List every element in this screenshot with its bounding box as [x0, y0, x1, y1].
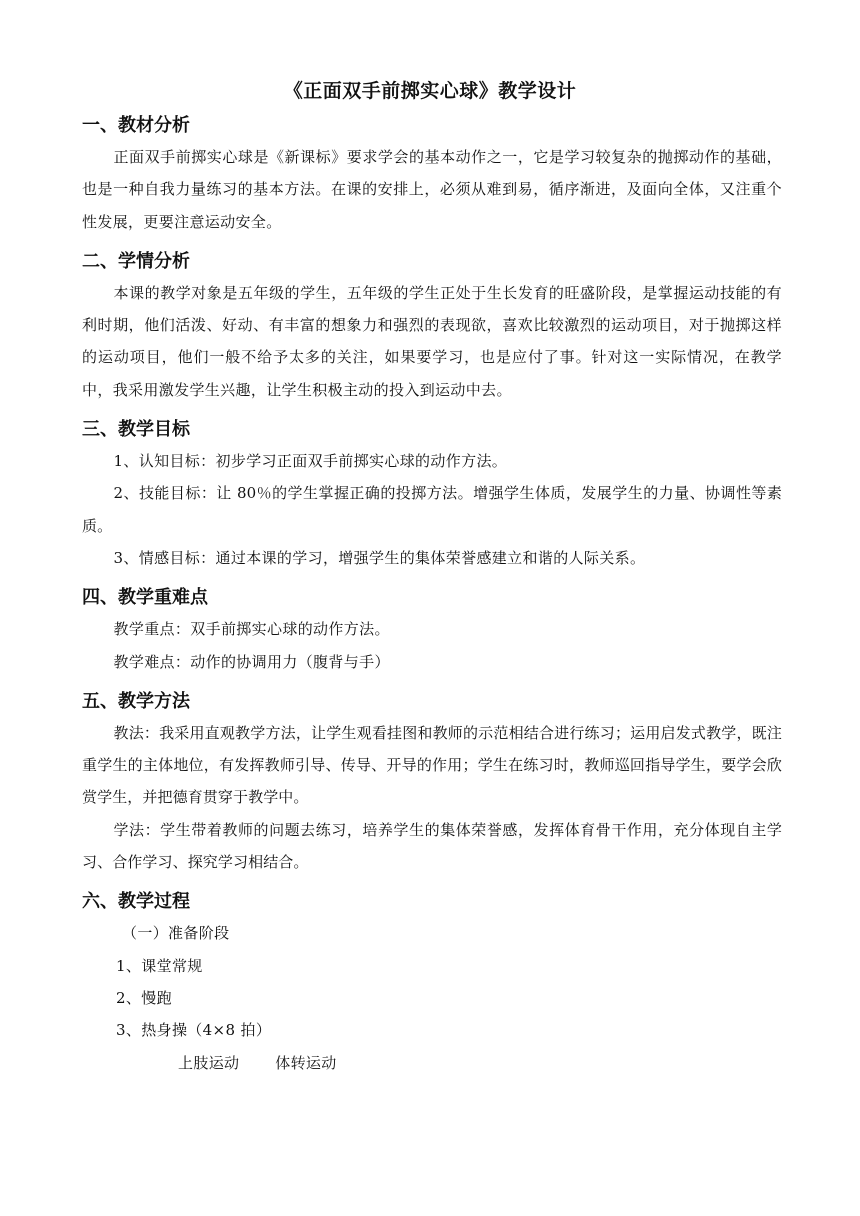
objective-cognitive: 1、认知目标：初步学习正面双手前掷实心球的动作方法。: [113, 452, 508, 471]
learning-method-paragraph: 学法：学生带着教师的问题去练习，培养学生的集体荣誉感，发挥体育骨干作用，充分体现自主学习、合作学习、探究学习相结合。: [82, 820, 782, 872]
stage-heading: （一）准备阶段: [122, 924, 230, 943]
section-heading-student-analysis: 二、学情分析: [82, 250, 190, 272]
section-heading-methods: 五、教学方法: [82, 690, 190, 712]
section-heading-process: 六、教学过程: [82, 891, 190, 913]
section-heading-materials: 一、教材分析: [82, 115, 190, 136]
process-item-warmup: 3、热身操（4×8 拍）: [116, 1021, 272, 1040]
section-heading-key-points: 四、教学重难点: [82, 587, 208, 609]
teaching-method-paragraph: 教法：我采用直观教学方法，让学生观看挂图和教师的示范相结合进行练习；运用启发式教学，既注重学生的主体地位，有发挥教师引导、传导、开导的作用；学生在练习时，教师巡回指导学生，要学会欣赏学生，并把德育贯穿于教学中。: [82, 723, 782, 807]
materials-paragraph: 正面双手前掷实心球是《新课标》要求学会的基本动作之一，它是学习较复杂的抛掷动作的基础，也是一种自我力量练习的基本方法。在课的安排上，必须从难到易，循序渐进，及面向全体，又注重个性发展，更要注意运动安全。: [82, 148, 782, 231]
objective-emotional: 3、情感目标：通过本课的学习，增强学生的集体荣誉感建立和谐的人际关系。: [113, 548, 646, 567]
warmup-exercises: 上肢运动 体转运动: [178, 1053, 337, 1072]
difficult-point: 教学难点：动作的协调用力（腹背与手）: [113, 652, 390, 671]
objective-skill: 2、技能目标：让 80％的学生掌握正确的投掷方法。增强学生体质，发展学生的力量、协调性等素质。: [82, 484, 782, 535]
document-body: [82, 110, 782, 1079]
key-point: 教学重点：双手前掷实心球的动作方法。: [113, 620, 390, 639]
student-analysis-paragraph: 本课的教学对象是五年级的学生，五年级的学生正处于生长发育的旺盛阶段，是掌握运动技能的有利时期，他们活泼、好动、有丰富的想象力和强烈的表现欲，喜欢比较激烈的运动项目，对于抛掷这样的运动项目，他们一般不给予太多的关注，如果要学习，也是应付了事。针对这一实际情况，在教学中，我采用激发学生兴趣，让学生积极主动的投入到运动中去。: [82, 283, 782, 399]
section-heading-objectives: 三、教学目标: [82, 419, 190, 441]
document-title: 《正面双手前掷实心球》教学设计: [283, 80, 577, 102]
process-item-routine: 1、课堂常规: [116, 956, 203, 975]
process-item-jog: 2、慢跑: [116, 988, 172, 1007]
